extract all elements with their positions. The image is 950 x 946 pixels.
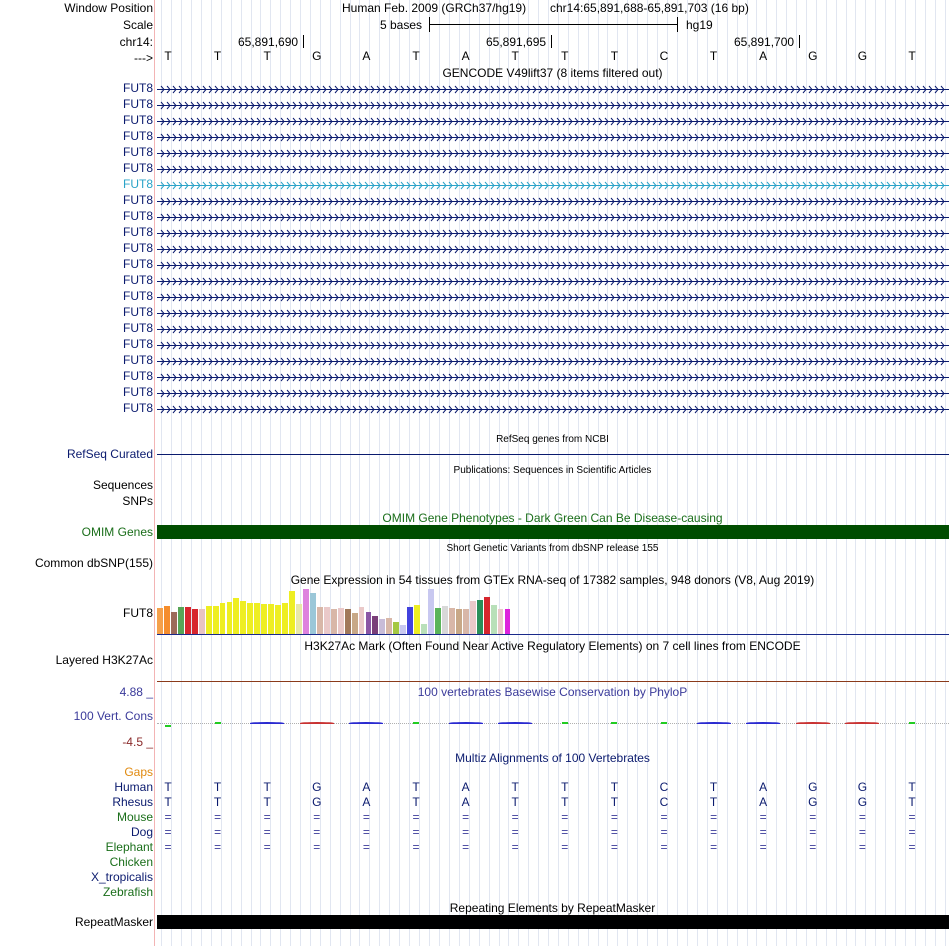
gtex-tissue-bar[interactable] [247, 603, 253, 634]
gencode-transcript[interactable] [157, 355, 949, 364]
gtex-tissue-bar[interactable] [393, 622, 399, 634]
gtex-tissue-bar[interactable] [324, 607, 330, 634]
dbsnp-track-label[interactable]: Common dbSNP(155) [34, 556, 153, 570]
ruler-tick-label: 65,891,700 [734, 35, 795, 49]
alignment-base: T [709, 780, 718, 794]
scale-label: Scale [122, 18, 153, 32]
gencode-transcript[interactable] [157, 403, 949, 412]
alignment-base: = [164, 810, 172, 824]
alignment-base: T [164, 795, 172, 809]
conservation-ymax-label: 4.88 _ [119, 685, 153, 699]
alignment-base: = [511, 825, 519, 839]
gencode-gene-label[interactable]: FUT8 [123, 209, 153, 223]
conservation-mark [796, 722, 830, 724]
conservation-track-title: 100 vertebrates Basewise Conservation by PhyloP [417, 685, 688, 699]
gtex-tissue-bar[interactable] [484, 597, 490, 634]
conservation-mark [697, 722, 731, 724]
publications-track-label[interactable]: Sequences [92, 478, 153, 492]
base-letter: T [561, 49, 569, 63]
base-letter: T [164, 49, 172, 63]
gtex-tissue-bar[interactable] [240, 601, 246, 634]
gencode-gene-label[interactable]: FUT8 [123, 369, 153, 383]
gtex-tissue-bar[interactable] [359, 607, 365, 634]
gencode-gene-label[interactable]: FUT8 [123, 321, 153, 335]
gtex-tissue-bar[interactable] [511, 626, 517, 634]
gencode-transcript[interactable] [157, 371, 949, 380]
gtex-tissue-bar[interactable] [199, 609, 205, 634]
omim-track-label[interactable]: OMIM Genes [81, 525, 153, 539]
gencode-gene-label[interactable]: FUT8 [123, 113, 153, 127]
snps-track-label[interactable]: SNPs [122, 494, 153, 508]
alignment-base: = [362, 825, 370, 839]
gencode-transcript[interactable] [157, 195, 949, 204]
gtex-tissue-bar[interactable] [345, 609, 351, 634]
gencode-gene-label[interactable]: FUT8 [123, 273, 153, 287]
alignment-base: T [610, 780, 619, 794]
scale-bar-right-tick [677, 17, 678, 32]
alignment-base: = [313, 810, 321, 824]
gtex-tissue-bar[interactable] [233, 598, 239, 634]
gtex-tissue-bar[interactable] [366, 612, 372, 634]
alignment-base: T [213, 795, 222, 809]
assembly-title: Human Feb. 2009 (GRCh37/hg19) [342, 1, 527, 15]
alignment-base: = [214, 825, 222, 839]
base-letter: C [659, 49, 669, 63]
alignment-base: = [164, 840, 172, 854]
base-letter: G [808, 49, 818, 63]
gencode-transcript[interactable] [157, 179, 949, 188]
h3k27ac-track-label[interactable]: Layered H3K27Ac [55, 653, 153, 667]
alignment-base: = [710, 810, 718, 824]
publications-track-title: Publications: Sequences in Scientific Articles [453, 465, 652, 476]
gtex-tissue-bar[interactable] [289, 591, 295, 634]
alignment-base: A [461, 795, 470, 809]
alignment-base: T [908, 795, 916, 809]
base-letter: T [213, 49, 222, 63]
multiz-species-label: Mouse [116, 810, 153, 824]
gtex-tissue-bar[interactable] [463, 609, 469, 634]
gtex-tissue-bar[interactable] [400, 625, 406, 634]
alignment-base: T [263, 780, 271, 794]
gencode-gene-label[interactable]: FUT8 [123, 145, 153, 159]
alignment-base: = [263, 825, 271, 839]
gtex-tissue-bar[interactable] [178, 607, 184, 634]
db-label: hg19 [686, 18, 713, 32]
repeatmasker-track-title: Repeating Elements by RepeatMasker [449, 901, 656, 915]
gencode-transcript[interactable] [157, 99, 949, 108]
ruler-tick [303, 35, 304, 48]
multiz-species-label: X_tropicalis [90, 870, 153, 884]
alignment-base: = [858, 840, 866, 854]
gtex-tissue-bar[interactable] [435, 608, 441, 634]
gencode-gene-label[interactable]: FUT8 [123, 225, 153, 239]
gencode-gene-label[interactable]: FUT8 [123, 401, 153, 415]
gtex-tissue-bar[interactable] [491, 605, 497, 634]
alignment-base: = [660, 810, 668, 824]
gencode-track-title: GENCODE V49lift37 (8 items filtered out) [442, 66, 663, 80]
gtex-tissue-bar[interactable] [261, 604, 267, 634]
alignment-base: = [809, 840, 817, 854]
alignment-base: T [412, 795, 420, 809]
alignment-base: = [561, 825, 569, 839]
refseq-track-label[interactable]: RefSeq Curated [66, 447, 153, 461]
alignment-base: = [412, 810, 420, 824]
alignment-base: = [809, 810, 817, 824]
multiz-species-label: Rhesus [112, 795, 153, 809]
ruler-tick [799, 35, 800, 48]
gtex-tissue-bar[interactable] [227, 602, 233, 634]
conservation-mark [165, 725, 171, 727]
gtex-tissue-bar[interactable] [254, 603, 260, 634]
gtex-tissue-bar[interactable] [456, 609, 462, 634]
alignment-base: T [511, 795, 519, 809]
alignment-base: G [857, 780, 868, 794]
gtex-tissue-bar[interactable] [498, 609, 504, 634]
conservation-mark [845, 722, 879, 724]
gtex-tissue-bar[interactable] [505, 609, 511, 634]
omim-track-title: OMIM Gene Phenotypes - Dark Green Can Be Disease-causing [382, 511, 723, 525]
base-letter: T [610, 49, 619, 63]
conservation-mark [250, 722, 284, 724]
alignment-base: = [908, 810, 916, 824]
gtex-tissue-bar[interactable] [414, 605, 420, 634]
alignment-base: = [313, 825, 321, 839]
gtex-track-title: Gene Expression in 54 tissues from GTEx RNA-seq of 17382 samples, 948 donors (V8, Aug 2019) [290, 573, 815, 587]
gtex-tissue-bar[interactable] [379, 619, 385, 634]
gencode-gene-label[interactable]: FUT8 [123, 289, 153, 303]
gencode-transcript[interactable] [157, 307, 949, 316]
gtex-tissue-bar[interactable] [275, 605, 281, 634]
alignment-base: G [808, 795, 818, 809]
conservation-mark [498, 722, 532, 724]
alignment-base: T [709, 795, 718, 809]
dbsnp-track-title: Short Genetic Variants from dbSNP release 155 [446, 543, 659, 554]
gencode-gene-label[interactable]: FUT8 [123, 241, 153, 255]
alignment-base: = [908, 840, 916, 854]
alignment-base: = [759, 810, 767, 824]
window-position-label: Window Position [64, 1, 153, 15]
position-text: chr14:65,891,688-65,891,703 (16 bp) [550, 1, 749, 15]
base-letter: T [709, 49, 718, 63]
gtex-tissue-bar[interactable] [282, 603, 288, 634]
gencode-gene-label[interactable]: FUT8 [123, 177, 153, 191]
gtex-tissue-bar[interactable] [296, 604, 302, 634]
conservation-mark [661, 722, 667, 724]
multiz-species-label: Zebrafish [102, 885, 153, 899]
alignment-base: = [263, 810, 271, 824]
alignment-base: = [610, 840, 618, 854]
omim-feature-bar[interactable] [157, 525, 949, 539]
gencode-transcript[interactable] [157, 163, 949, 172]
base-letter: T [908, 49, 916, 63]
alignment-base: = [759, 840, 767, 854]
gtex-tissue-bar[interactable] [470, 601, 476, 634]
refseq-gene-line[interactable] [157, 454, 949, 455]
gencode-transcript[interactable] [157, 227, 949, 236]
gencode-gene-label[interactable]: FUT8 [123, 161, 153, 175]
alignment-base: = [214, 840, 222, 854]
conservation-track-label[interactable]: 100 Vert. Cons [73, 709, 153, 723]
gtex-tissue-bar[interactable] [331, 609, 337, 634]
alignment-base: = [412, 825, 420, 839]
h3k27ac-baseline [157, 681, 949, 682]
conservation-mark [349, 722, 383, 724]
conservation-plot[interactable] [157, 712, 949, 732]
multiz-species-label: Chicken [109, 855, 153, 869]
alignment-base: = [511, 840, 519, 854]
gencode-transcript[interactable] [157, 211, 949, 220]
base-letter: T [263, 49, 271, 63]
conservation-mark [611, 722, 617, 724]
gencode-transcript[interactable] [157, 291, 949, 300]
base-letter: A [362, 49, 371, 63]
gencode-gene-label[interactable]: FUT8 [123, 81, 153, 95]
alignment-base: G [312, 795, 322, 809]
gtex-tissue-bar[interactable] [192, 609, 198, 634]
alignment-base: = [710, 825, 718, 839]
gencode-gene-label[interactable]: FUT8 [123, 337, 153, 351]
conservation-mark [449, 722, 483, 724]
multiz-species-label: Elephant [105, 840, 153, 854]
base-letter: A [461, 49, 470, 63]
alignment-base: = [362, 810, 370, 824]
ruler-tick-label: 65,891,690 [238, 35, 299, 49]
alignment-base: = [660, 825, 668, 839]
alignment-base: = [214, 810, 222, 824]
gencode-transcript[interactable] [157, 275, 949, 284]
alignment-base: = [858, 825, 866, 839]
alignment-base: = [412, 840, 420, 854]
alignment-base: T [263, 795, 271, 809]
alignment-base: G [808, 780, 818, 794]
conservation-mark [300, 722, 334, 724]
alignment-base: = [660, 840, 668, 854]
alignment-base: = [759, 825, 767, 839]
repeatmasker-track-label[interactable]: RepeatMasker [74, 915, 153, 929]
gencode-transcript[interactable] [157, 147, 949, 156]
gencode-transcript[interactable] [157, 339, 949, 348]
alignment-base: G [857, 795, 868, 809]
alignment-base: = [263, 840, 271, 854]
h3k27ac-track-title: H3K27Ac Mark (Often Found Near Active Regulatory Elements) on 7 cell lines from ENCODE [304, 639, 801, 653]
alignment-base: = [561, 840, 569, 854]
gtex-tissue-bar[interactable] [185, 607, 191, 634]
gtex-tissue-bar[interactable] [338, 608, 344, 634]
alignment-base: T [164, 780, 172, 794]
gtex-tissue-bar[interactable] [386, 618, 392, 634]
gtex-tissue-bar[interactable] [317, 607, 323, 634]
multiz-gaps-label: Gaps [124, 765, 153, 779]
base-letter: A [759, 49, 768, 63]
gencode-gene-label[interactable]: FUT8 [123, 193, 153, 207]
alignment-base: C [659, 795, 669, 809]
ruler-tick [551, 35, 552, 48]
alignment-base: T [511, 780, 519, 794]
gtex-baseline [157, 634, 949, 635]
gencode-gene-label[interactable]: FUT8 [123, 97, 153, 111]
gencode-gene-label[interactable]: FUT8 [123, 353, 153, 367]
base-letter: G [857, 49, 868, 63]
alignment-base: T [908, 780, 916, 794]
gtex-bar-chart[interactable] [157, 589, 949, 634]
gencode-transcript[interactable] [157, 259, 949, 268]
alignment-base: = [809, 825, 817, 839]
alignment-base: C [659, 780, 669, 794]
alignment-base: = [462, 840, 470, 854]
gtex-tissue-bar[interactable] [449, 608, 455, 634]
multiz-species-label: Dog [130, 825, 153, 839]
multiz-track-title: Multiz Alignments of 100 Vertebrates [455, 751, 650, 765]
gencode-gene-label[interactable]: FUT8 [123, 129, 153, 143]
scale-text: 5 bases [380, 18, 423, 32]
gtex-tissue-bar[interactable] [157, 608, 163, 634]
gencode-gene-label[interactable]: FUT8 [123, 385, 153, 399]
scale-bar [429, 24, 677, 25]
gtex-tissue-bar[interactable] [213, 606, 219, 634]
gencode-gene-label[interactable]: FUT8 [123, 305, 153, 319]
base-letter: G [312, 49, 322, 63]
gencode-transcript[interactable] [157, 131, 949, 140]
alignment-base: = [462, 810, 470, 824]
gtex-track-label[interactable]: FUT8 [123, 606, 153, 620]
gtex-tissue-bar[interactable] [442, 606, 448, 634]
refseq-track-title: RefSeq genes from NCBI [496, 434, 609, 445]
alignment-base: = [164, 825, 172, 839]
conservation-mark [909, 722, 915, 724]
alignment-base: A [362, 780, 371, 794]
conservation-ymin-label: -4.5 _ [122, 735, 153, 749]
gencode-transcript[interactable] [157, 115, 949, 124]
alignment-base: = [610, 810, 618, 824]
alignment-base: G [312, 780, 322, 794]
gtex-tissue-bar[interactable] [428, 589, 434, 634]
alignment-base: A [362, 795, 371, 809]
alignment-base: A [759, 780, 768, 794]
gtex-tissue-bar[interactable] [206, 606, 212, 634]
gtex-tissue-bar[interactable] [310, 593, 316, 634]
alignment-base: = [561, 810, 569, 824]
alignment-base: = [511, 810, 519, 824]
chrom-label: chr14: [119, 35, 153, 49]
gtex-tissue-bar[interactable] [268, 604, 274, 634]
gencode-gene-label[interactable]: FUT8 [123, 257, 153, 271]
gtex-tissue-bar[interactable] [171, 612, 177, 635]
alignment-base: = [908, 825, 916, 839]
conservation-mark [562, 722, 568, 724]
alignment-base: = [710, 840, 718, 854]
conservation-mark [215, 722, 221, 724]
alignment-base: T [561, 780, 569, 794]
repeatmasker-feature-bar[interactable] [157, 915, 949, 929]
conservation-mark [746, 722, 780, 724]
alignment-base: T [412, 780, 420, 794]
gencode-transcript[interactable] [157, 83, 949, 92]
ruler-tick-label: 65,891,695 [486, 35, 547, 49]
alignment-base: = [610, 825, 618, 839]
gtex-tissue-bar[interactable] [407, 607, 413, 634]
alignment-base: = [362, 840, 370, 854]
gtex-tissue-bar[interactable] [352, 613, 358, 634]
gtex-tissue-bar[interactable] [372, 616, 378, 634]
alignment-base: T [610, 795, 619, 809]
alignment-base: = [313, 840, 321, 854]
gencode-transcript[interactable] [157, 387, 949, 396]
gtex-tissue-bar[interactable] [477, 600, 483, 634]
conservation-mark [413, 722, 419, 724]
gtex-tissue-bar[interactable] [220, 603, 226, 634]
strand-label: ---> [134, 51, 153, 65]
gtex-tissue-bar[interactable] [303, 589, 309, 634]
base-letter: T [511, 49, 519, 63]
alignment-base: A [759, 795, 768, 809]
gtex-tissue-bar[interactable] [421, 624, 427, 634]
gencode-transcript[interactable] [157, 323, 949, 332]
multiz-species-label: Human [114, 780, 153, 794]
base-letter: T [412, 49, 420, 63]
alignment-base: = [858, 810, 866, 824]
alignment-base: = [462, 825, 470, 839]
alignment-base: T [561, 795, 569, 809]
alignment-base: T [213, 780, 222, 794]
alignment-base: A [461, 780, 470, 794]
gtex-tissue-bar[interactable] [164, 606, 170, 634]
gencode-transcript[interactable] [157, 243, 949, 252]
